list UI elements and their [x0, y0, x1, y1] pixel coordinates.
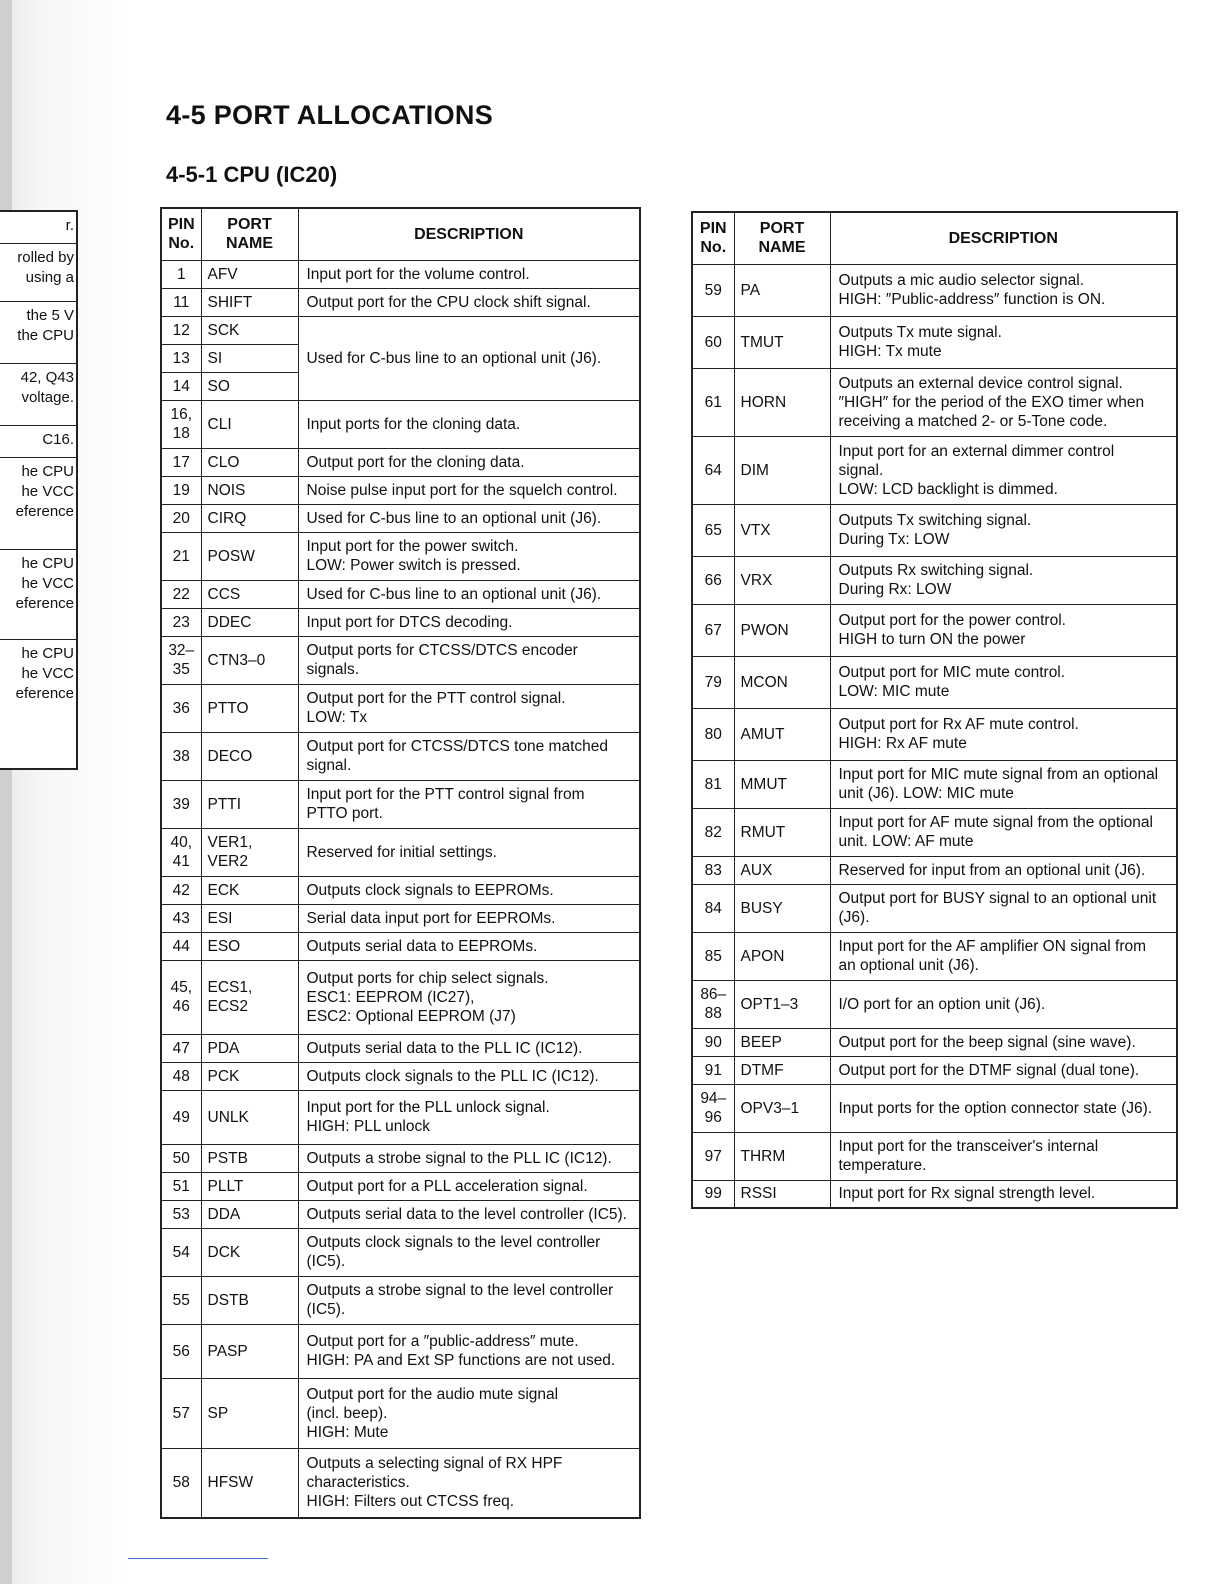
port-name: CLO	[201, 448, 298, 476]
pin-number: 16, 18	[161, 400, 201, 448]
table-row	[161, 580, 640, 608]
port-description: Output port for the power control. HIGH to turn ON the power	[830, 604, 1177, 656]
pin-number: 48	[161, 1062, 201, 1090]
pin-number: 40, 41	[161, 828, 201, 876]
port-description: Input port for the transceiver's internal temperature.	[830, 1132, 1177, 1180]
port-name: NOIS	[201, 476, 298, 504]
subsection-title: 4-5-1 CPU (IC20)	[166, 162, 338, 187]
pin-number: 90	[692, 1028, 734, 1056]
previous-page-text: C16.	[0, 426, 76, 458]
table-row	[161, 448, 640, 476]
pin-number: 84	[692, 884, 734, 932]
port-description: Output port for the cloning data.	[298, 448, 640, 476]
table-row	[161, 476, 640, 504]
pin-number: 81	[692, 760, 734, 808]
port-name: PWON	[734, 604, 830, 656]
table-row	[692, 980, 1177, 1028]
previous-page-text: 42, Q43 voltage.	[0, 364, 76, 426]
pin-number: 11	[161, 288, 201, 316]
port-name: HFSW	[201, 1448, 298, 1518]
table-row	[161, 876, 640, 904]
port-name: PSTB	[201, 1144, 298, 1172]
table-row	[161, 732, 640, 780]
port-name: CCS	[201, 580, 298, 608]
port-description: Output port for the DTMF signal (dual tone).	[830, 1056, 1177, 1084]
port-description: Outputs serial data to the PLL IC (IC12).	[298, 1034, 640, 1062]
header-port: PORT NAME	[201, 208, 298, 260]
port-description: Input ports for the cloning data.	[298, 400, 640, 448]
port-description: Input port for MIC mute signal from an optional unit (J6). LOW: MIC mute	[830, 760, 1177, 808]
table-row	[692, 604, 1177, 656]
pin-number: 20	[161, 504, 201, 532]
previous-page-text: rolled by using a	[0, 244, 76, 302]
table-row	[161, 1276, 640, 1324]
port-name: OPV3–1	[734, 1084, 830, 1132]
pin-number: 36	[161, 684, 201, 732]
port-name: APON	[734, 932, 830, 980]
port-description: Output port for the audio mute signal (incl. beep). HIGH: Mute	[298, 1378, 640, 1448]
table-row	[161, 1378, 640, 1448]
pin-number: 13	[161, 344, 201, 372]
port-name: AMUT	[734, 708, 830, 760]
port-name: POSW	[201, 532, 298, 580]
table-row	[692, 1028, 1177, 1056]
port-name: CTN3–0	[201, 636, 298, 684]
port-description: Input port for the PLL unlock signal. HIGH: PLL unlock	[298, 1090, 640, 1144]
port-description: Output ports for CTCSS/DTCS encoder signals.	[298, 636, 640, 684]
port-description: Input port for an external dimmer control signal. LOW: LCD backlight is dimmed.	[830, 436, 1177, 504]
pin-number: 42	[161, 876, 201, 904]
table-row	[692, 368, 1177, 436]
port-name: VTX	[734, 504, 830, 556]
table-row	[161, 932, 640, 960]
port-description: Output port for the beep signal (sine wave).	[830, 1028, 1177, 1056]
previous-page-text: he CPU he VCC eference	[0, 458, 76, 550]
pin-number: 79	[692, 656, 734, 708]
port-description: Used for C-bus line to an optional unit (J6).	[298, 316, 640, 400]
pin-number: 17	[161, 448, 201, 476]
port-name: PTTI	[201, 780, 298, 828]
port-name: UNLK	[201, 1090, 298, 1144]
pin-number: 83	[692, 856, 734, 884]
pin-number: 1	[161, 260, 201, 288]
table-row	[161, 400, 640, 448]
pin-number: 45, 46	[161, 960, 201, 1034]
table-row	[161, 532, 640, 580]
port-name: PCK	[201, 1062, 298, 1090]
header-description: DESCRIPTION	[298, 208, 640, 260]
port-name: PA	[734, 264, 830, 316]
pin-number: 56	[161, 1324, 201, 1378]
port-description: Output port for MIC mute control. LOW: MIC mute	[830, 656, 1177, 708]
table-row	[161, 1090, 640, 1144]
table-row	[692, 1084, 1177, 1132]
port-name: DSTB	[201, 1276, 298, 1324]
pin-number: 47	[161, 1034, 201, 1062]
port-name: MMUT	[734, 760, 830, 808]
port-description: Output ports for chip select signals. ESC1: EEPROM (IC27), ESC2: Optional EEPROM (J7)	[298, 960, 640, 1034]
table-row	[161, 260, 640, 288]
port-name: SP	[201, 1378, 298, 1448]
table-row	[692, 760, 1177, 808]
port-table-right	[691, 211, 1178, 1209]
port-name: ESI	[201, 904, 298, 932]
port-name: VER1, VER2	[201, 828, 298, 876]
pin-number: 50	[161, 1144, 201, 1172]
port-description: Output port for a PLL acceleration signal.	[298, 1172, 640, 1200]
table-row	[161, 1062, 640, 1090]
port-description: Output port for Rx AF mute control. HIGH: Rx AF mute	[830, 708, 1177, 760]
port-description: Outputs a selecting signal of RX HPF characteristics. HIGH: Filters out CTCSS freq.	[298, 1448, 640, 1518]
table-row	[692, 932, 1177, 980]
port-name: RSSI	[734, 1180, 830, 1208]
port-name: DIM	[734, 436, 830, 504]
port-description: Output port for the CPU clock shift signal.	[298, 288, 640, 316]
port-description: Serial data input port for EEPROMs.	[298, 904, 640, 932]
previous-page-text: the 5 V the CPU	[0, 302, 76, 364]
port-name: SI	[201, 344, 298, 372]
port-description: Outputs Tx switching signal. During Tx: LOW	[830, 504, 1177, 556]
pin-number: 91	[692, 1056, 734, 1084]
table-row	[161, 780, 640, 828]
pin-number: 39	[161, 780, 201, 828]
pin-number: 86– 88	[692, 980, 734, 1028]
port-name: BUSY	[734, 884, 830, 932]
table-row	[161, 608, 640, 636]
table-row	[692, 436, 1177, 504]
table-row	[692, 656, 1177, 708]
port-description: Reserved for input from an optional unit (J6).	[830, 856, 1177, 884]
port-description: Input port for the volume control.	[298, 260, 640, 288]
pin-number: 60	[692, 316, 734, 368]
port-name: PLLT	[201, 1172, 298, 1200]
pin-number: 57	[161, 1378, 201, 1448]
port-description: Outputs clock signals to the level controller (IC5).	[298, 1228, 640, 1276]
port-name: CLI	[201, 400, 298, 448]
pin-number: 66	[692, 556, 734, 604]
header-port: PORT NAME	[734, 212, 830, 264]
pin-number: 51	[161, 1172, 201, 1200]
port-name: DTMF	[734, 1056, 830, 1084]
table-row	[161, 1034, 640, 1062]
port-description: Outputs a strobe signal to the level controller (IC5).	[298, 1276, 640, 1324]
pin-number: 61	[692, 368, 734, 436]
port-name: MCON	[734, 656, 830, 708]
pin-number: 14	[161, 372, 201, 400]
pin-number: 59	[692, 264, 734, 316]
pin-number: 53	[161, 1200, 201, 1228]
pin-number: 99	[692, 1180, 734, 1208]
pin-number: 38	[161, 732, 201, 780]
port-description: Input port for AF mute signal from the optional unit. LOW: AF mute	[830, 808, 1177, 856]
port-name: ECS1, ECS2	[201, 960, 298, 1034]
port-name: VRX	[734, 556, 830, 604]
table-row	[161, 636, 640, 684]
port-description: Input ports for the option connector state (J6).	[830, 1084, 1177, 1132]
port-table-left	[160, 207, 641, 1519]
table-row	[161, 1200, 640, 1228]
previous-page-text: he CPU he VCC eference	[0, 550, 76, 640]
table-row	[161, 828, 640, 876]
port-description: I/O port for an option unit (J6).	[830, 980, 1177, 1028]
port-name: DDEC	[201, 608, 298, 636]
port-description: Output port for a ″public-address″ mute. HIGH: PA and Ext SP functions are not used.	[298, 1324, 640, 1378]
table-row	[161, 1172, 640, 1200]
port-description: Outputs clock signals to the PLL IC (IC12).	[298, 1062, 640, 1090]
pin-number: 58	[161, 1448, 201, 1518]
port-name: PDA	[201, 1034, 298, 1062]
port-description: Input port for the PTT control signal from PTTO port.	[298, 780, 640, 828]
footer-rule	[128, 1558, 268, 1559]
pin-number: 65	[692, 504, 734, 556]
port-description: Input port for Rx signal strength level.	[830, 1180, 1177, 1208]
port-description: Input port for DTCS decoding.	[298, 608, 640, 636]
table-header-row	[692, 212, 1177, 264]
table-row	[692, 504, 1177, 556]
pin-number: 80	[692, 708, 734, 760]
port-description: Used for C-bus line to an optional unit (J6).	[298, 504, 640, 532]
previous-page-text: he CPU he VCC eference	[15, 645, 74, 702]
pin-number: 94– 96	[692, 1084, 734, 1132]
port-name: CIRQ	[201, 504, 298, 532]
port-name: BEEP	[734, 1028, 830, 1056]
table-row	[161, 288, 640, 316]
port-name: SHIFT	[201, 288, 298, 316]
pin-number: 44	[161, 932, 201, 960]
pin-number: 22	[161, 580, 201, 608]
port-description: Outputs a strobe signal to the PLL IC (IC12).	[298, 1144, 640, 1172]
port-description: Used for C-bus line to an optional unit (J6).	[298, 580, 640, 608]
port-name: AUX	[734, 856, 830, 884]
table-row	[692, 1132, 1177, 1180]
table-row	[161, 1144, 640, 1172]
port-description: Reserved for initial settings.	[298, 828, 640, 876]
port-name: ESO	[201, 932, 298, 960]
pin-number: 12	[161, 316, 201, 344]
table-row	[692, 316, 1177, 368]
table-row	[161, 504, 640, 532]
table-row	[161, 1228, 640, 1276]
port-description: Output port for CTCSS/DTCS tone matched signal.	[298, 732, 640, 780]
port-name: AFV	[201, 260, 298, 288]
table-row	[692, 808, 1177, 856]
table-row	[161, 684, 640, 732]
port-description: Output port for BUSY signal to an optional unit (J6).	[830, 884, 1177, 932]
port-description: Noise pulse input port for the squelch control.	[298, 476, 640, 504]
port-name: ECK	[201, 876, 298, 904]
header-pin: PIN No.	[161, 208, 201, 260]
table-row	[692, 556, 1177, 604]
table-header-row	[161, 208, 640, 260]
pin-number: 43	[161, 904, 201, 932]
port-name: SCK	[201, 316, 298, 344]
table-row	[692, 1180, 1177, 1208]
port-name: DDA	[201, 1200, 298, 1228]
port-description: Input port for the AF amplifier ON signal from an optional unit (J6).	[830, 932, 1177, 980]
port-name: DCK	[201, 1228, 298, 1276]
table-row	[692, 708, 1177, 760]
table-row	[692, 856, 1177, 884]
previous-page-text: r.	[0, 212, 76, 244]
pin-number: 23	[161, 608, 201, 636]
pin-number: 82	[692, 808, 734, 856]
table-row	[161, 1324, 640, 1378]
port-description: Outputs an external device control signal. ″HIGH″ for the period of the EXO timer when receiving a matched 2- or 5-Tone code.	[830, 368, 1177, 436]
port-description: Output port for the PTT control signal. LOW: Tx	[298, 684, 640, 732]
port-name: DECO	[201, 732, 298, 780]
pin-number: 54	[161, 1228, 201, 1276]
port-name: TMUT	[734, 316, 830, 368]
pin-number: 49	[161, 1090, 201, 1144]
port-name: SO	[201, 372, 298, 400]
port-description: Input port for the power switch. LOW: Power switch is pressed.	[298, 532, 640, 580]
port-name: THRM	[734, 1132, 830, 1180]
header-pin: PIN No.	[692, 212, 734, 264]
table-row	[692, 264, 1177, 316]
pin-number: 67	[692, 604, 734, 656]
port-name: PTTO	[201, 684, 298, 732]
port-name: RMUT	[734, 808, 830, 856]
port-name: HORN	[734, 368, 830, 436]
port-description: Outputs serial data to the level controller (IC5).	[298, 1200, 640, 1228]
port-name: OPT1–3	[734, 980, 830, 1028]
port-description: Outputs clock signals to EEPROMs.	[298, 876, 640, 904]
pin-number: 64	[692, 436, 734, 504]
header-description: DESCRIPTION	[830, 212, 1177, 264]
pin-number: 85	[692, 932, 734, 980]
pin-number: 97	[692, 1132, 734, 1180]
section-title: 4-5 PORT ALLOCATIONS	[166, 100, 494, 130]
table-row	[161, 1448, 640, 1518]
table-row	[161, 316, 640, 344]
table-row	[692, 1056, 1177, 1084]
table-row	[161, 960, 640, 1034]
previous-page-table-fragment	[0, 210, 78, 770]
pin-number: 21	[161, 532, 201, 580]
table-row	[692, 884, 1177, 932]
pin-number: 19	[161, 476, 201, 504]
port-name: PASP	[201, 1324, 298, 1378]
pin-number: 32– 35	[161, 636, 201, 684]
port-description: Outputs a mic audio selector signal. HIGH: ″Public-address″ function is ON.	[830, 264, 1177, 316]
table-row	[161, 904, 640, 932]
port-description: Outputs Tx mute signal. HIGH: Tx mute	[830, 316, 1177, 368]
port-description: Outputs serial data to EEPROMs.	[298, 932, 640, 960]
pin-number: 55	[161, 1276, 201, 1324]
port-description: Outputs Rx switching signal. During Rx: LOW	[830, 556, 1177, 604]
